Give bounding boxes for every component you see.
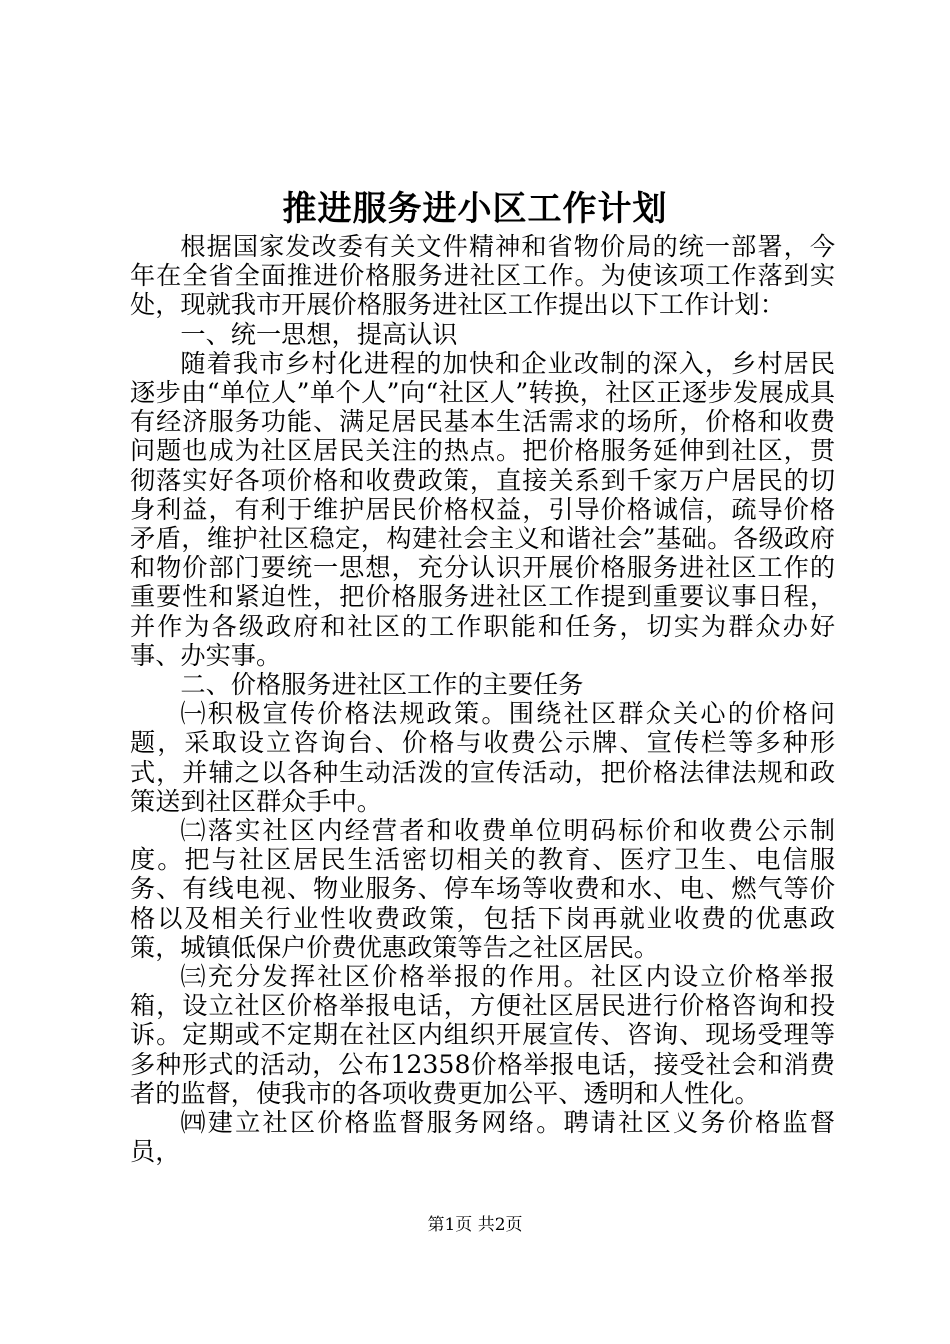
- page-number-footer: 第1页 共2页: [427, 1215, 523, 1235]
- heading-section-1: 一、统一思想，提高认识: [180, 319, 458, 349]
- document-title: 推进服务进小区工作计划: [282, 189, 668, 229]
- document-body: [130, 232, 835, 1167]
- paragraph-task-2: ㈡落实社区内经营者和收费单位明码标价和收费公示制度。把与社区居民生活密切相关的教育、医疗卫生、电信服务、有线电视、物业服务、停车场等收费和水、电、燃气等价格以及相关行业性收费政策，包括下岗再就业收费的优惠政策，城镇低保户价费优惠政策等告之社区居民。: [130, 816, 835, 962]
- paragraph-section-1: 随着我市乡村化进程的加快和企业改制的深入，乡村居民逐步由“单位人”单个人”向“社区人”转换，社区正逐步发展成具有经济服务功能、满足居民基本生活需求的场所，价格和收费问题也成为社区居民关注的热点。把价格服务延伸到社区，贯彻落实好各项价格和收费政策，直接关系到千家万户居民的切身利益，有利于维护居民价格权益，引导价格诚信，疏导价格矛盾，维护社区稳定，构建社会主义和谐社会”基础。各级政府和物价部门要统一思想，充分认识开展价格服务进社区工作的重要性和紧迫性，把价格服务进社区工作提到重要议事日程，并作为各级政府和社区的工作职能和任务，切实为群众办好事、办实事。: [130, 348, 835, 670]
- paragraph-task-3: ㈢充分发挥社区价格举报的作用。社区内设立价格举报箱，设立社区价格举报电话，方便社区居民进行价格咨询和投诉。定期或不定期在社区内组织开展宣传、咨询、现场受理等多种形式的活动，公布12358价格举报电话，接受社会和消费者的监督，使我市的各项收费更加公平、透明和人性化。: [130, 962, 835, 1108]
- paragraph-task-1: ㈠积极宣传价格法规政策。围绕社区群众关心的价格问题，采取设立咨询台、价格与收费公示牌、宣传栏等多种形式，并辅之以各种生动活泼的宣传活动，把价格法律法规和政策送到社区群众手中。: [130, 699, 835, 816]
- paragraph-intro: 根据国家发改委有关文件精神和省物价局的统一部署，今年在全省全面推进价格服务进社区工作。为使该项工作落到实处，现就我市开展价格服务进社区工作提出以下工作计划：: [130, 232, 835, 320]
- heading-section-2: 二、价格服务进社区工作的主要任务: [180, 670, 584, 700]
- paragraph-task-4: ㈣建立社区价格监督服务网络。聘请社区义务价格监督员，: [130, 1108, 835, 1167]
